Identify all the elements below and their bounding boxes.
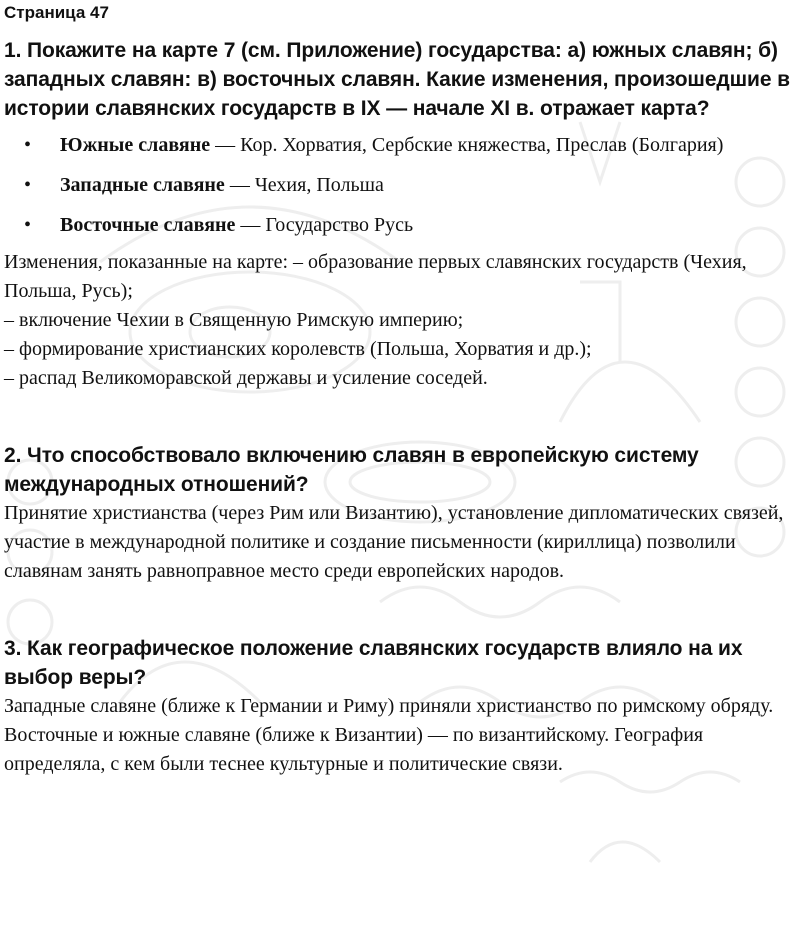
bullet-separator: — (235, 214, 266, 236)
question-1-bullet-list (4, 132, 796, 239)
bullet-icon: • (24, 214, 32, 236)
page (0, 2, 800, 948)
content (4, 2, 796, 779)
question-3-answer: Западные славяне (ближе к Германии и Риму) приняли христианство по римскому обряду. Восточные и южные славяне (ближе к Византии) — по византийскому. География определяла, с кем были теснее культурные и политические связи. (4, 695, 774, 775)
question-1-title: 1. Покажите на карте 7 (см. Приложение) государства: а) южных славян; б) западных славян: в) восточных славян. Какие изменения, произошедшие в истории славянских государств в IX — начале XI в. отражает карта? (4, 39, 790, 120)
bullet-item-south-slavs (4, 132, 796, 159)
section-spacer (4, 393, 796, 441)
bullet-item-west-slavs (4, 172, 796, 199)
bullet-separator: — (210, 134, 241, 156)
question-1-section (4, 36, 796, 393)
page-header: Страница 47 (4, 3, 109, 22)
section-spacer (4, 586, 796, 634)
question-2-title: 2. Что способствовало включению славян в европейскую систему международных отношений? (4, 444, 699, 496)
question-3-section (4, 634, 796, 779)
changes-line: – включение Чехии в Священную Римскую империю; (4, 309, 464, 331)
bullet-text: Государство Русь (265, 214, 414, 236)
bullet-term: Восточные славяне (60, 214, 236, 236)
bullet-term: Западные славяне (60, 174, 225, 196)
bullet-item-east-slavs (4, 212, 796, 239)
bullet-icon: • (24, 134, 32, 156)
bullet-icon: • (24, 174, 32, 196)
bullet-separator: — (224, 174, 255, 196)
question-2-answer: Принятие христианства (через Рим или Византию), установление дипломатических связей, участие в международной политике и создание письменности (кириллица) позволили славянам занять равноправное место среди европейских народов. (4, 502, 784, 582)
changes-line: – формирование христианских королевств (Польша, Хорватия и др.); (4, 338, 592, 360)
changes-line: Изменения, показанные на карте: – образование первых славянских государств (Чехия, Польша, Русь); (4, 251, 747, 302)
question-1-changes (4, 248, 796, 393)
changes-line: – распад Великоморавской державы и усиление соседей. (4, 367, 488, 389)
bullet-text: Чехия, Польша (254, 174, 384, 196)
bullet-text: Кор. Хорватия, Сербские княжества, Преслав (Болгария) (240, 134, 724, 156)
question-3-title: 3. Как географическое положение славянских государств влияло на их выбор веры? (4, 637, 743, 689)
bullet-term: Южные славяне (60, 134, 211, 156)
question-2-section (4, 441, 796, 586)
